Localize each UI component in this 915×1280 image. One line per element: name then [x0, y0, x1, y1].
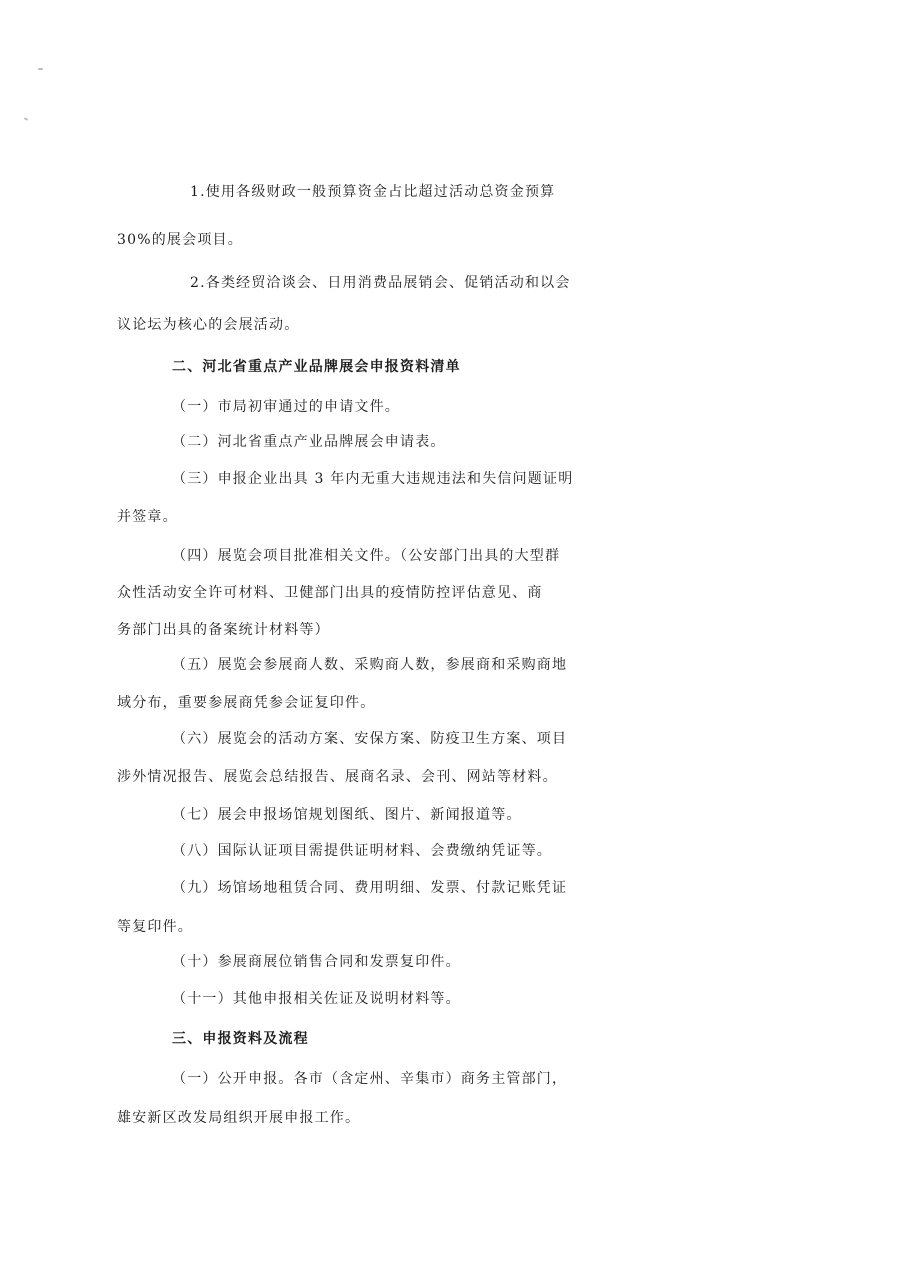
list-item-continuation: 雄安新区改发局组织开展申报工作。: [117, 1110, 361, 1126]
list-item-continuation: 涉外情况报告、展览会总结报告、展商名录、会刊、网站等材料。: [117, 769, 558, 785]
list-item: （一）公开申报。各市（含定州、辛集市）商务主管部门，: [172, 1071, 568, 1087]
list-item: （八）国际认证项目需提供证明材料、会费缴纳凭证等。: [172, 843, 552, 859]
section-heading: 三、申报资料及流程: [172, 1031, 309, 1047]
list-item: （十一）其他申报相关佐证及说明材料等。: [172, 991, 461, 1007]
list-item: （二）河北省重点产业品牌展会申请表。: [172, 434, 446, 450]
list-item-continuation: 等复印件。: [117, 919, 193, 935]
list-item-continuation: 众性活动安全许可材料、卫健部门出具的疫情防控评估意见、商: [117, 585, 543, 601]
paragraph-line: 1.使用各级财政一般预算资金占比超过活动总资金预算: [190, 184, 556, 200]
section-heading: 二、河北省重点产业品牌展会申报资料清单: [172, 359, 461, 375]
list-item: （九）场馆场地租赁合同、费用明细、发票、付款记账凭证: [172, 880, 568, 896]
scan-speck: [24, 117, 28, 121]
list-item: （六）展览会的活动方案、安保方案、防疫卫生方案、项目: [172, 731, 568, 747]
list-item: （五）展览会参展商人数、采购商人数，参展商和采购商地: [172, 657, 568, 673]
paragraph-line: 2.各类经贸洽谈会、日用消费品展销会、促销活动和以会: [190, 275, 571, 291]
list-item: （一）市局初审通过的申请文件。: [172, 399, 400, 415]
list-item: （七）展会申报场馆规划图纸、图片、新闻报道等。: [172, 807, 522, 823]
list-item-continuation: 务部门出具的备案统计材料等）: [117, 622, 330, 638]
paragraph-line: 30%的展会项目。: [117, 232, 243, 248]
list-item: （四）展览会项目批准相关文件。（公安部门出具的大型群: [172, 548, 561, 564]
list-item-continuation: 域分布，重要参展商凭参会证复印件。: [117, 695, 376, 711]
list-item: （三）申报企业出具 3 年内无重大违规违法和失信问题证明: [172, 471, 574, 487]
scan-speck: [38, 68, 43, 70]
paragraph-line: 议论坛为核心的会展活动。: [117, 317, 300, 333]
list-item-continuation: 并签章。: [117, 509, 178, 525]
list-item: （十）参展商展位销售合同和发票复印件。: [172, 954, 461, 970]
